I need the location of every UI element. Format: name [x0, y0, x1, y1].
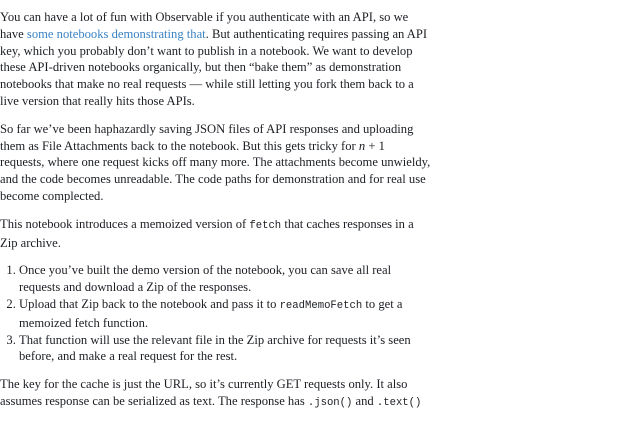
intro-text-start: You can have a lot of fun with Observable if you authenticate with an API, so we have: [0, 10, 409, 41]
problem-text-start: So far we’ve been haphazardly saving JSON files of API responses and uploading them as File Attachments back to the notebook. But this gets tricky for: [0, 121, 414, 153]
intro-paragraph: [0, 9, 432, 110]
cache-key-paragraph: [0, 376, 432, 412]
text-method-code: .text(): [376, 396, 422, 409]
intro-text-end: . But authenticating requires passing an API key, which you probably don’t want to publish in a notebook. We want to develop these API-driven notebooks organically, but then “bake them” as demonstration notebooks that make no real requests — while still letting you fork them back to a live version that really hits those APIs.: [0, 26, 428, 108]
step-3-text: That function will use the relevant file in the Zip archive for requests it’s seen before, and make a real request for the rest.: [19, 332, 411, 364]
notebook-content: [0, 9, 432, 423]
notebooks-demo-link[interactable]: some notebooks demonstrating that: [26, 26, 206, 41]
solution-paragraph: [0, 216, 432, 252]
steps-list: [0, 262, 432, 365]
solution-text-start: This notebook introduces a memoized version of: [0, 216, 250, 231]
cache-key-text: The key for the cache is just the URL, so it’s currently GET requests only. It also assumes response can be serialized as text. The response has: [0, 377, 408, 408]
read-memo-fetch-code: readMemoFetch: [279, 299, 363, 312]
n-plus-one-math: [359, 139, 385, 153]
json-method-code: .json(): [307, 396, 353, 409]
problem-text-end: requests, where one request kicks off many more. The attachments become unwieldy, and the code becomes unreadable. The code paths for demonstration and for real use become complected.: [0, 155, 431, 203]
math-one: 1: [378, 138, 385, 153]
list-item: [19, 296, 432, 332]
list-item: [19, 332, 432, 366]
step-1-text: Once you’ve built the demo version of the notebook, you can save all real requests and download a Zip of the responses.: [19, 263, 392, 295]
math-plus: +: [365, 138, 379, 153]
solution-text-end: that caches responses in a Zip archive.: [0, 216, 414, 250]
math-n: n: [358, 138, 366, 153]
cache-key-and: and: [352, 393, 377, 408]
problem-paragraph: [0, 121, 432, 205]
list-item: [19, 262, 432, 296]
step-2-text-end: to get a memoized fetch function.: [19, 296, 403, 330]
fetch-code: fetch: [249, 219, 282, 232]
step-2-text-start: Upload that Zip back to the notebook and pass it to: [19, 296, 280, 311]
